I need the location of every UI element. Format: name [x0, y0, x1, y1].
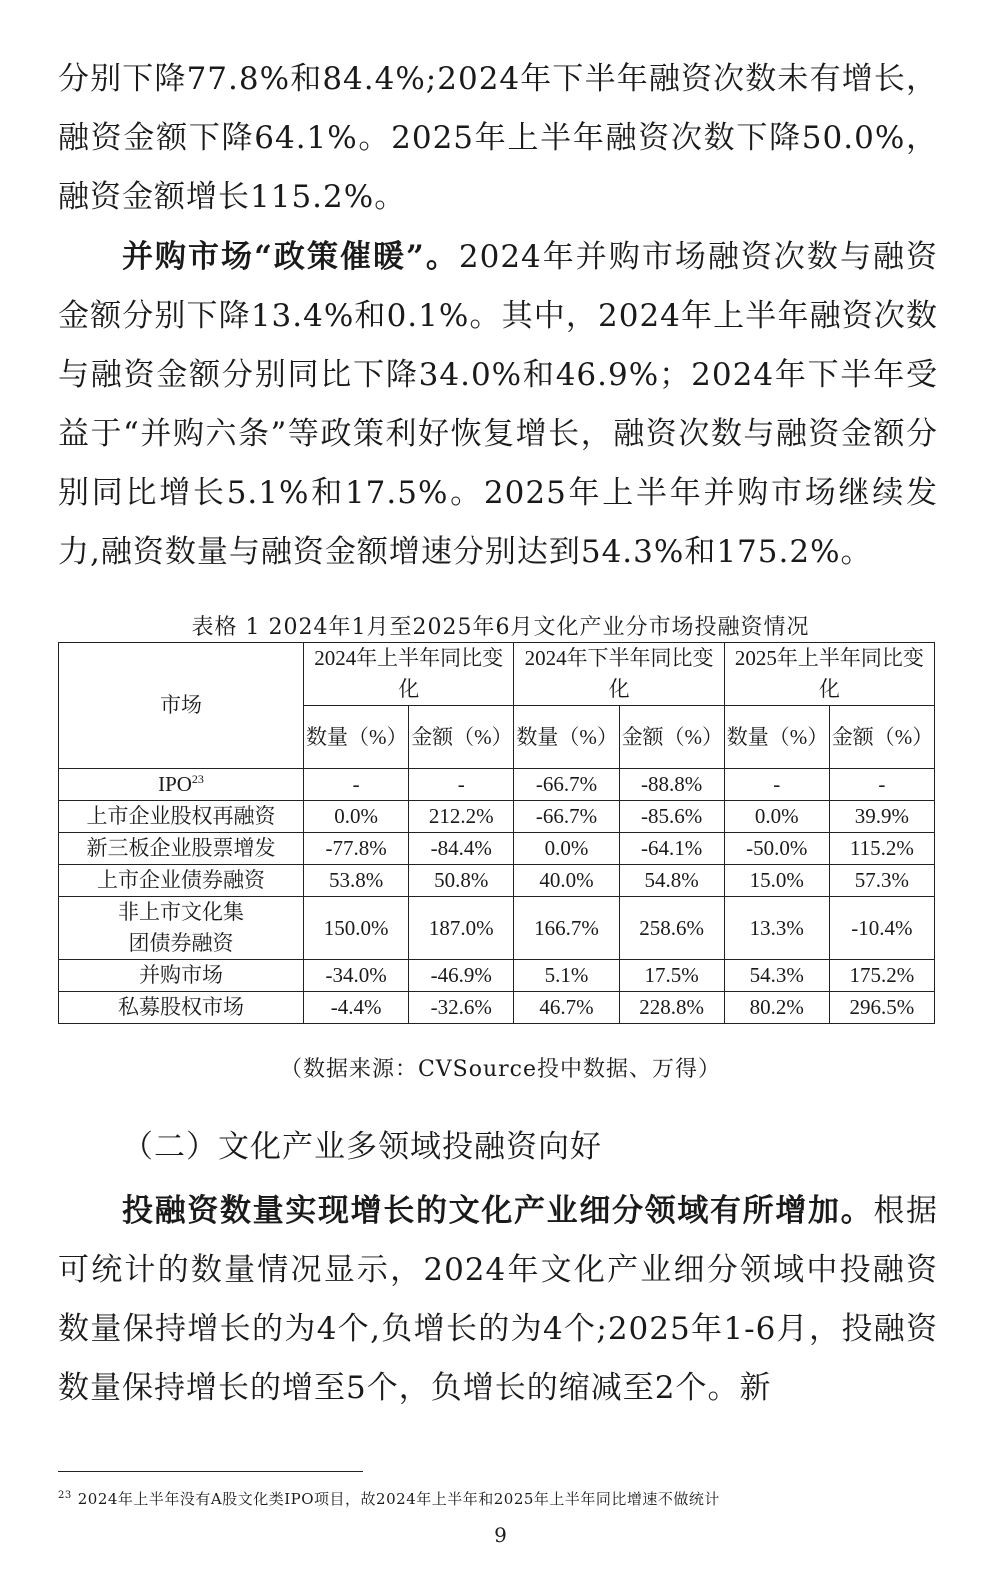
paragraph-subsectors [58, 1182, 938, 1418]
value-cell: 80.2% [724, 992, 829, 1024]
market-cell: 上市企业股权再融资 [59, 801, 304, 833]
value-cell: -66.7% [514, 801, 619, 833]
value-cell: -84.4% [409, 833, 514, 865]
table-row [59, 833, 935, 865]
value-cell: 0.0% [514, 833, 619, 865]
data-source-note: （数据来源：CVSource投中数据、万得） [279, 1057, 722, 1082]
value-cell: 228.8% [619, 992, 724, 1024]
value-cell: - [829, 769, 934, 801]
value-cell: -66.7% [514, 769, 619, 801]
value-cell: -4.4% [304, 992, 409, 1024]
value-cell: 212.2% [409, 801, 514, 833]
value-cell: -32.6% [409, 992, 514, 1024]
value-cell: 166.7% [514, 897, 619, 960]
table-row [59, 960, 935, 992]
table-row [59, 865, 935, 897]
value-cell: 46.7% [514, 992, 619, 1024]
value-cell: 258.6% [619, 897, 724, 960]
amount-subheader: 金额（%） [619, 706, 724, 769]
value-cell: -88.8% [619, 769, 724, 801]
value-cell: - [409, 769, 514, 801]
count-subheader: 数量（%） [514, 706, 619, 769]
value-cell: 0.0% [304, 801, 409, 833]
paragraph-body: 2024年并购市场融资次数与融资金额分别下降13.4%和0.1%。其中，2024年上半年融资次数与融资金额分别同比下降34.0%和46.9%；2024年下半年受益于“并购六条”等政策利好恢复增长，融资次数与融资金额分别同比增长5.1%和17.5%。2025年上半年并购市场继续发力,融资数量与融资金额增速分别达到54.3%和175.2%。 [58, 239, 938, 570]
value-cell: -50.0% [724, 833, 829, 865]
paragraph-lead: 并购市场“政策催暖”。 [122, 239, 459, 275]
value-cell: -85.6% [619, 801, 724, 833]
paragraph-lead: 投融资数量实现增长的文化产业细分领域有所增加。 [122, 1193, 874, 1229]
amount-subheader: 金额（%） [829, 706, 934, 769]
value-cell: 187.0% [409, 897, 514, 960]
market-cell: 上市企业债券融资 [59, 865, 304, 897]
value-cell: -10.4% [829, 897, 934, 960]
market-cell: 并购市场 [59, 960, 304, 992]
market-header: 市场 [59, 643, 304, 769]
value-cell: 15.0% [724, 865, 829, 897]
table-caption: 表格 1 2024年1月至2025年6月文化产业分市场投融资情况 [191, 615, 810, 640]
footnote-ref: 23 [191, 772, 204, 786]
value-cell: 53.8% [304, 865, 409, 897]
section-heading: （二）文化产业多领域投融资向好 [122, 1129, 602, 1165]
value-cell: 50.8% [409, 865, 514, 897]
financing-table [58, 642, 935, 1024]
table-row [59, 769, 935, 801]
footnote [58, 1488, 720, 1509]
footnote-divider [58, 1471, 363, 1472]
value-cell: - [304, 769, 409, 801]
value-cell: 54.3% [724, 960, 829, 992]
value-cell: 296.5% [829, 992, 934, 1024]
value-cell: -34.0% [304, 960, 409, 992]
value-cell: 5.1% [514, 960, 619, 992]
value-cell: 40.0% [514, 865, 619, 897]
value-cell: 39.9% [829, 801, 934, 833]
table-row [59, 992, 935, 1024]
period-header: 2024年下半年同比变化 [514, 643, 724, 706]
footnote-mark: 23 [58, 1490, 72, 1501]
table-row [59, 801, 935, 833]
value-cell: 0.0% [724, 801, 829, 833]
footnote-text: 2024年上半年没有A股文化类IPO项目，故2024年上半年和2025年上半年同比增速不做统计 [77, 1490, 720, 1508]
value-cell: -46.9% [409, 960, 514, 992]
market-cell: 非上市文化集团债券融资 [59, 897, 304, 960]
page-number: 9 [494, 1523, 507, 1547]
paragraph-mergers [58, 228, 938, 582]
paragraph-body: 根据可统计的数量情况显示，2024年文化产业细分领域中投融资数量保持增长的为4个,负增长的为4个;2025年1-6月，投融资数量保持增长的增至5个，负增长的缩减至2个。新 [58, 1193, 939, 1406]
period-header: 2024年上半年同比变化 [304, 643, 514, 706]
period-header: 2025年上半年同比变化 [724, 643, 934, 706]
amount-subheader: 金额（%） [409, 706, 514, 769]
value-cell: 115.2% [829, 833, 934, 865]
market-cell: 新三板企业股票增发 [59, 833, 304, 865]
table-row [59, 897, 935, 960]
count-subheader: 数量（%） [304, 706, 409, 769]
value-cell: 54.8% [619, 865, 724, 897]
value-cell: 17.5% [619, 960, 724, 992]
value-cell: 175.2% [829, 960, 934, 992]
value-cell: 150.0% [304, 897, 409, 960]
value-cell: -64.1% [619, 833, 724, 865]
paragraph-ipo-summary: 分别下降77.8%和84.4%;2024年下半年融资次数未有增长，融资金额下降64.1%。2025年上半年融资次数下降50.0%，融资金额增长115.2%。 [58, 61, 938, 215]
market-cell: IPO$^{23}$ [59, 769, 304, 801]
market-cell: 私募股权市场 [59, 992, 304, 1024]
value-cell: - [724, 769, 829, 801]
value-cell: 13.3% [724, 897, 829, 960]
count-subheader: 数量（%） [724, 706, 829, 769]
value-cell: -77.8% [304, 833, 409, 865]
value-cell: 57.3% [829, 865, 934, 897]
